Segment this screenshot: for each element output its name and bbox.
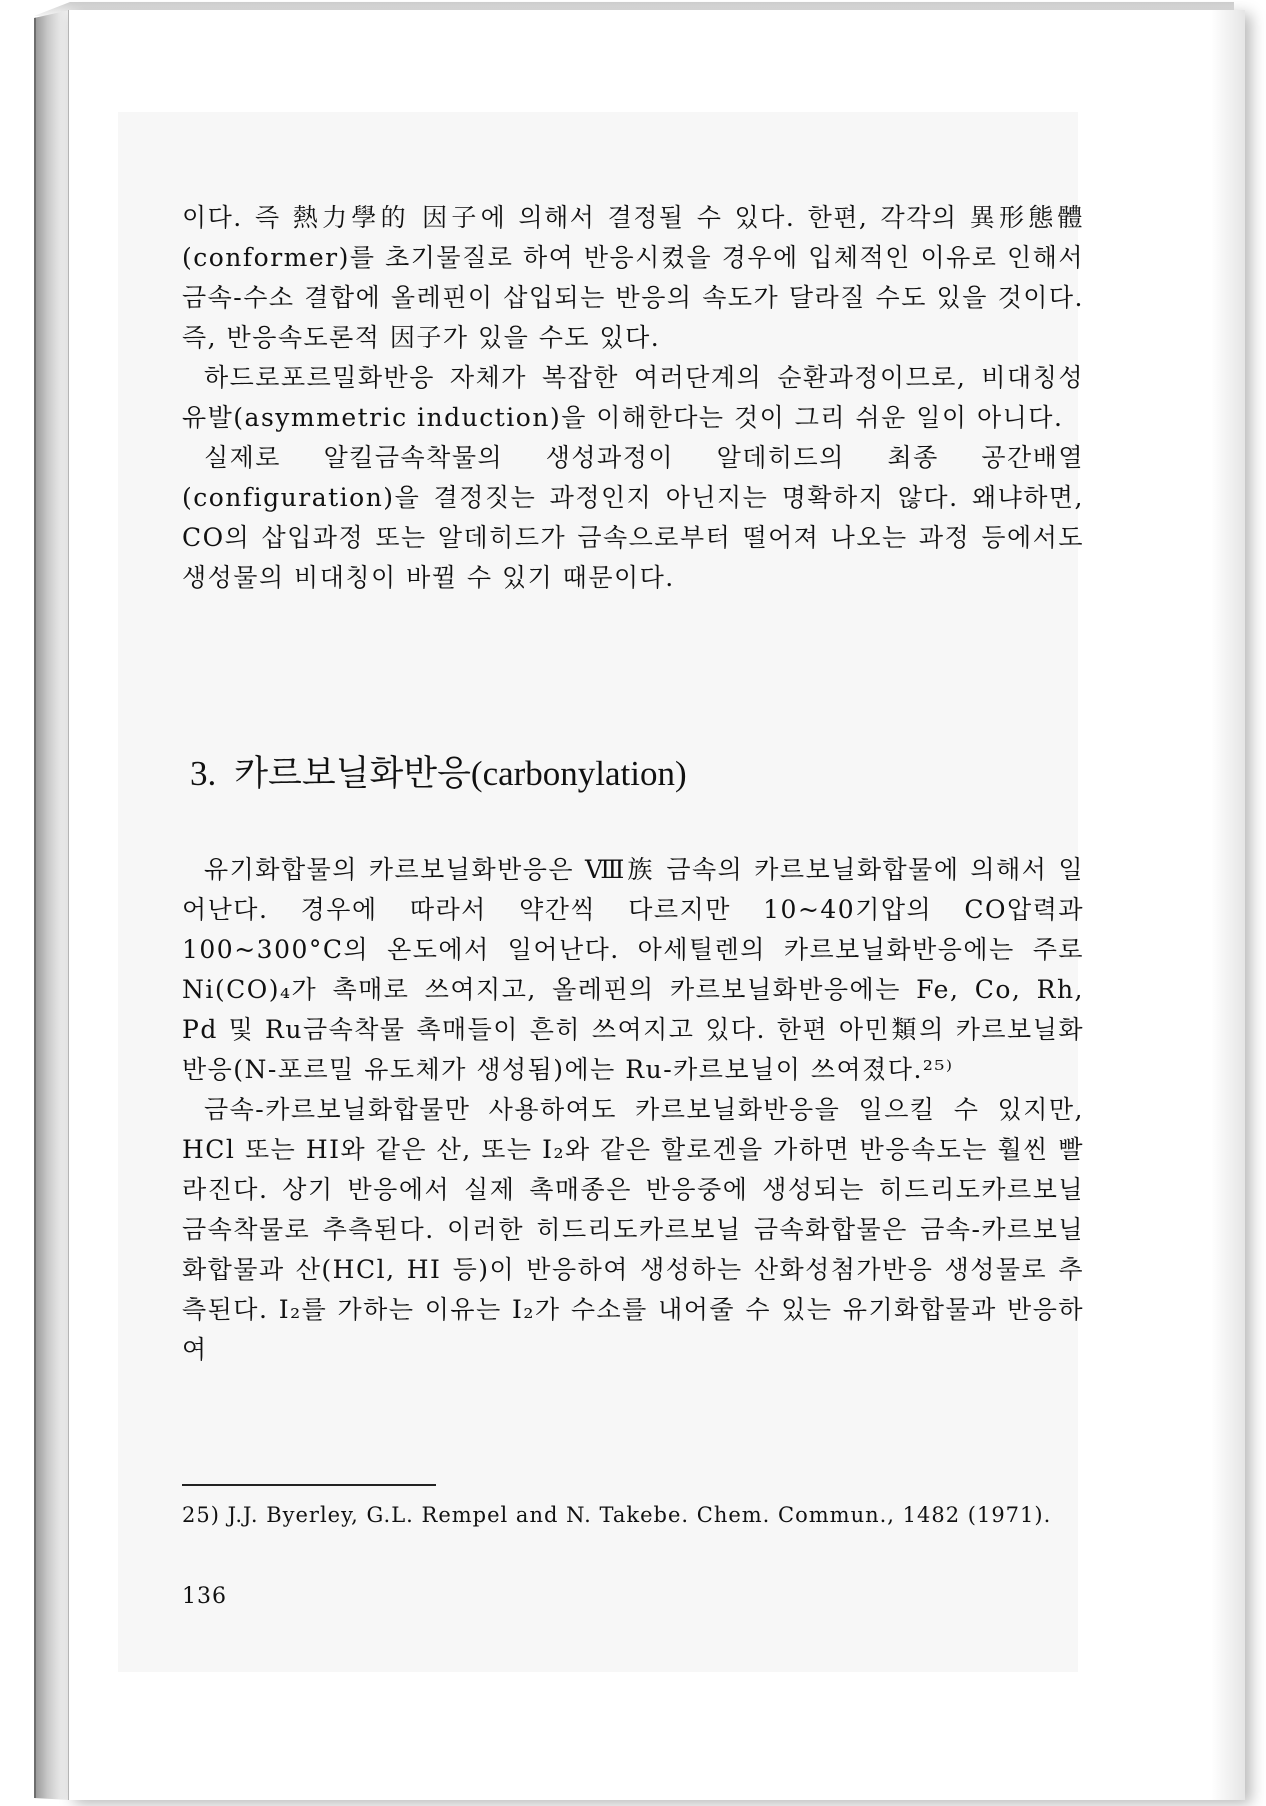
footnote: 25) J.J. Byerley, G.L. Rempel and N. Takebe. Chem. Commun., 1482 (1971). — [182, 1503, 1052, 1527]
section-title: 카르보닐화반응(carbonylation) — [234, 754, 687, 793]
paragraph: 이다. 즉 熱力學的 因子에 의해서 결정될 수 있다. 한편, 각각의 異形態體(conformer)를 초기물질로 하여 반응시켰을 경우에 입체적인 이유로 인해서 금속-수소 결합에 올레핀이 삽입되는 반응의 속도가 달라질 수도 있을 것이다. 즉, 반응속도론적 因子가 있을 수도 있다. — [182, 203, 1084, 352]
paragraph: 금속-카르보닐화합물만 사용하여도 카르보닐화반응을 일으킬 수 있지만, HCl 또는 HI와 같은 산, 또는 I₂와 같은 할로겐을 가하면 반응속도는 훨씬 빨라진다. 상기 반응에서 실제 촉매종은 반응중에 생성되는 히드리도카르보닐 금속착물로 추측된다. 이러한 히드리도카르보닐 금속화합물은 금속-카르보닐화합물과 산(HCl, HI 등)이 반응하여 생성하는 산화성첨가반응 생성물로 추측된다. I₂를 가하는 이유는 I₂가 수소를 내어줄 수 있는 유기화합물과 반응하여 — [182, 1095, 1084, 1364]
body-text-top — [182, 198, 1084, 598]
book-spine — [34, 10, 70, 1800]
paragraph: 하드로포르밀화반응 자체가 복잡한 여러단계의 순환과정이므로, 비대칭성 유발(asymmetric induction)을 이해한다는 것이 그리 쉬운 일이 아니다. — [182, 363, 1084, 432]
page-number: 136 — [182, 1584, 227, 1609]
footnote-divider — [182, 1484, 436, 1486]
body-text-bottom — [182, 850, 1084, 1370]
paragraph: 실제로 알킬금속착물의 생성과정이 알데히드의 최종 공간배열(configuration)을 결정짓는 과정인지 아닌지는 명확하지 않다. 왜냐하면, CO의 삽입과정 또는 알데히드가 금속으로부터 떨어져 나오는 과정 등에서도 생성물의 비대칭이 바뀔 수 있기 때문이다. — [182, 443, 1084, 592]
section-heading — [190, 752, 1070, 796]
paragraph: 유기화합물의 카르보닐화반응은 Ⅷ族 금속의 카르보닐화합물에 의해서 일어난다. 경우에 따라서 약간씩 다르지만 10~40기압의 CO압력과 100~300°C의 온도에서 일어난다. 아세틸렌의 카르보닐화반응에는 주로 Ni(CO)₄가 촉매로 쓰여지고, 올레핀의 카르보닐화반응에는 Fe, Co, Rh, Pd 및 Ru금속착물 촉매들이 흔히 쓰여지고 있다. 한편 아민類의 카르보닐화반응(N-포르밀 유도체가 생성됨)에는 Ru-카르보닐이 쓰여졌다.²⁵⁾ — [182, 855, 1084, 1084]
section-number: 3. — [190, 754, 217, 793]
page-edge-shadow — [1211, 10, 1245, 1800]
